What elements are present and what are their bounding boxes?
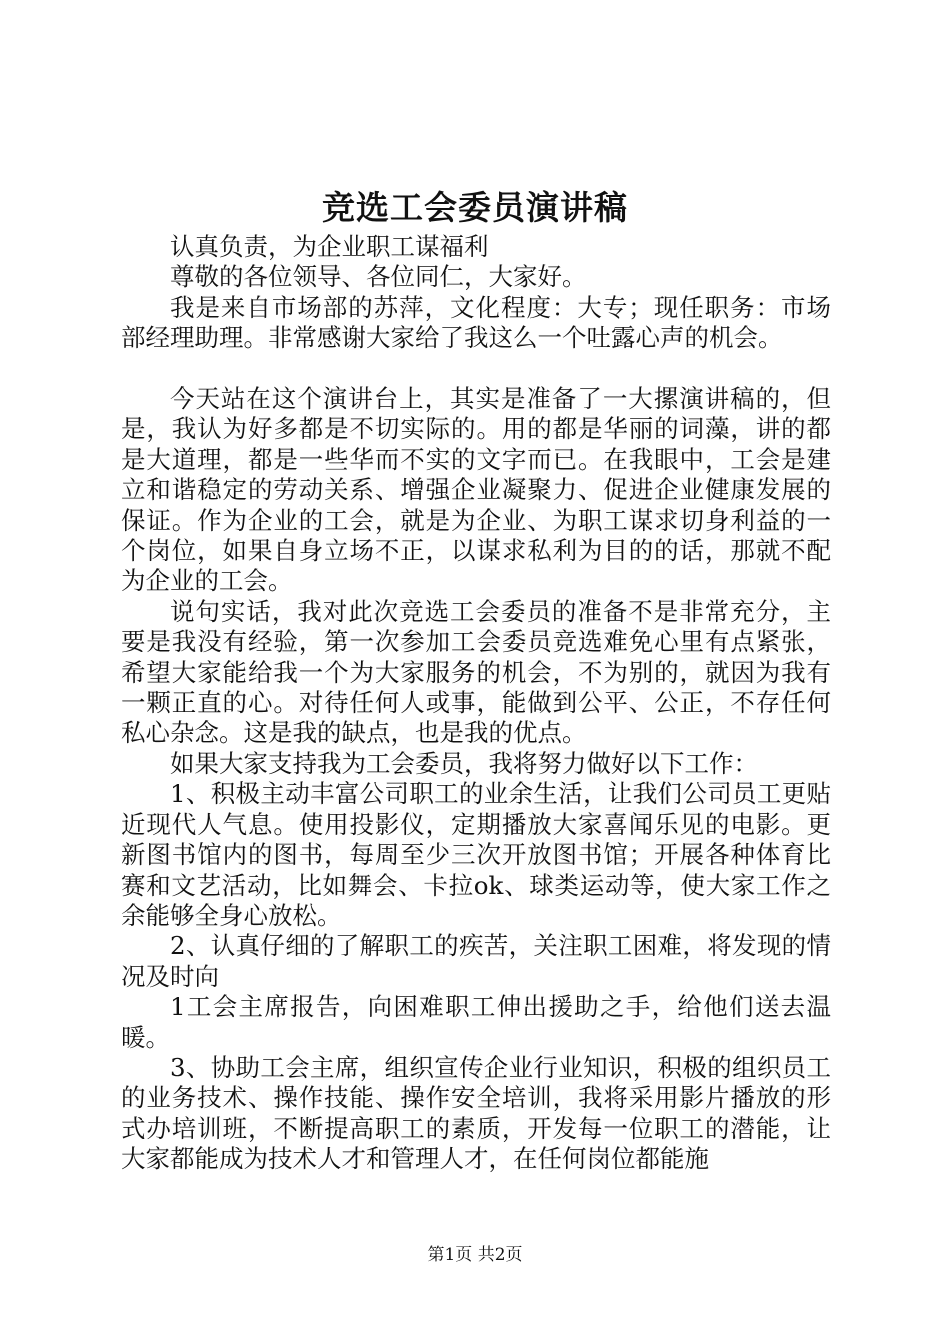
paragraph-gap <box>121 354 831 384</box>
document-title: 竞选工会委员演讲稿 <box>322 188 628 227</box>
list-item-paragraph: 3、协助工会主席，组织宣传企业行业知识，积极的组织员工的业务技术、操作技能、操作安全培训，我将采用影片播放的形式办培训班，不断提高职工的素质，开发每一位职工的潜能，让大家都能成为技术人才和管理人才，在任何岗位都能施 <box>121 1052 831 1174</box>
body-paragraph: 说句实话，我对此次竞选工会委员的准备不是非常充分，主要是我没有经验，第一次参加工会委员竞选难免心里有点紧张，希望大家能给我一个为大家服务的机会，不为别的，就因为我有一颗正直的心。对待任何人或事，能做到公平、公正，不存任何私心杂念。这是我的缺点，也是我的优点。 <box>121 596 831 748</box>
body-paragraph: 今天站在这个演讲台上，其实是准备了一大摞演讲稿的，但是，我认为好多都是不切实际的。用的都是华丽的词藻，讲的都是大道理，都是一些华而不实的文字而已。在我眼中，工会是建立和谐稳定的劳动关系、增强企业凝聚力、促进企业健康发展的保证。作为企业的工会，就是为企业、为职工谋求切身利益的一个岗位，如果自身立场不正，以谋求私利为目的的话，那就不配为企业的工会。 <box>121 384 831 596</box>
list-item-paragraph: 1、积极主动丰富公司职工的业余生活，让我们公司员工更贴近现代人气息。使用投影仪，定期播放大家喜闻乐见的电影。更新图书馆内的图书，每周至少三次开放图书馆；开展各种体育比赛和文艺活动，比如舞会、卡拉ok、球类运动等，使大家工作之余能够全身心放松。 <box>121 779 831 930</box>
list-item-paragraph: 2、认真仔细的了解职工的疾苦，关注职工困难，将发现的情况及时向 <box>121 931 831 991</box>
document-body <box>121 232 831 1175</box>
greeting-paragraph: 尊敬的各位领导、各位同仁，大家好。 <box>170 262 587 292</box>
intro-paragraph: 我是来自市场部的苏萍，文化程度：大专；现任职务：市场部经理助理。非常感谢大家给了我这么一个吐露心声的机会。 <box>121 292 831 353</box>
body-paragraph: 如果大家支持我为工会委员，我将努力做好以下工作： <box>170 748 758 778</box>
list-item-paragraph: 1工会主席报告，向困难职工伸出援助之手，给他们送去温暖。 <box>121 992 831 1052</box>
subtitle-paragraph: 认真负责，为企业职工谋福利 <box>170 232 489 261</box>
page-number-footer: 第1页 共2页 <box>427 1245 523 1265</box>
